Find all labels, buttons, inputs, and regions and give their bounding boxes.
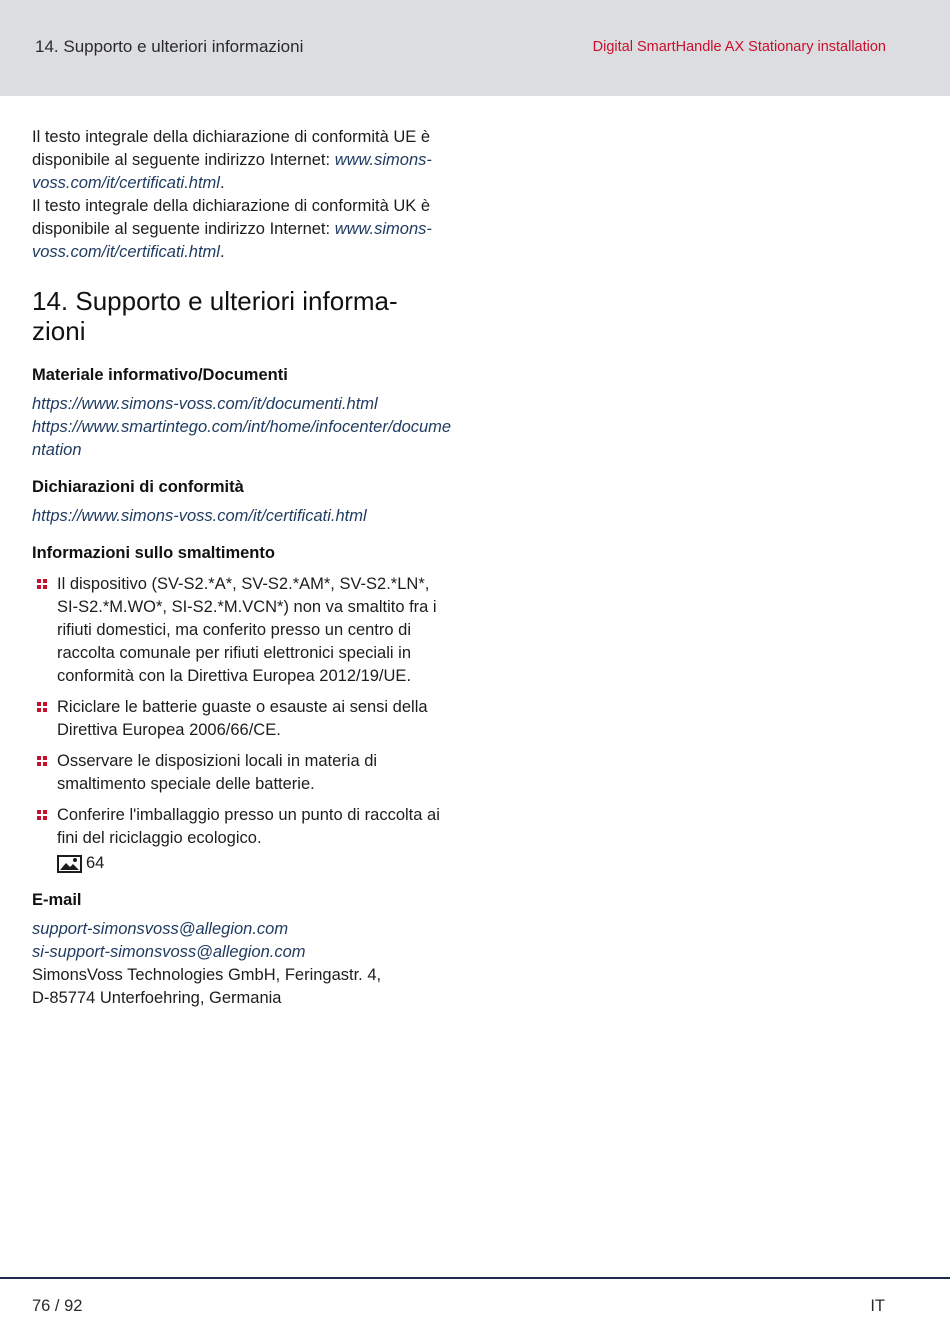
- uk-certificate-link[interactable]: www.simons-voss.com/it/certificati.html: [32, 220, 432, 261]
- footer-divider: [0, 1277, 950, 1279]
- support-email-link[interactable]: support-simonsvoss@allegion.com: [32, 920, 289, 938]
- ue-certificate-link[interactable]: www.simons-voss.com/it/certificati.html: [32, 151, 432, 192]
- header-section-title: 14. Supporto e ulteriori informazioni: [35, 37, 304, 56]
- chapter-title: 14. Supporto e ulteriori informa- zioni: [32, 286, 398, 346]
- bullet-icon: [37, 579, 47, 589]
- si-support-email-link[interactable]: si-support-simonsvoss@allegion.com: [32, 943, 306, 961]
- ue-declaration-text: Il testo integrale della dichiarazione di conformità UE è disponibile al seguente indirizzo Internet:: [32, 128, 431, 169]
- email-heading: E-mail: [32, 891, 82, 909]
- uk-declaration-paragraph: Il testo integrale della dichiarazione di conformità UK è disponibile al seguente indirizzo Internet: www.simons-voss.com/it/certificati.html.: [32, 197, 432, 261]
- infocenter-link[interactable]: https://www.smartintego.com/int/home/infocenter/documentation: [32, 418, 452, 459]
- page-number: 76 / 92: [32, 1297, 83, 1315]
- bullet-icon: [37, 702, 47, 712]
- disposal-list: [32, 573, 452, 875]
- list-item: Conferire l'imballaggio presso un punto di raccolta ai fini del riciclaggio ecologico. 64: [32, 804, 452, 875]
- list-item: Il dispositivo (SV-S2.*A*, SV-S2.*AM*, SV-S2.*LN*, SI-S2.*M.WO*, SI-S2.*M.VCN*) non va smaltito fra i rifiuti domestici, ma conferito presso un centro di raccolta comunale per rifiuti elettronici speciali in conformità con la Direttiva Europea 2012/19/UE.: [32, 573, 452, 688]
- materials-heading: Materiale informativo/Documenti: [32, 366, 288, 384]
- company-address: SimonsVoss Technologies GmbH, Feringastr. 4, D-85774 Unterfoehring, Germania: [32, 966, 382, 1007]
- email-section: [32, 889, 452, 1010]
- image-icon: [57, 855, 82, 873]
- list-item: Osservare le disposizioni locali in materia di smaltimento speciale delle batterie.: [32, 750, 452, 796]
- materials-section: [32, 364, 452, 462]
- page-header: [0, 0, 950, 96]
- declarations-section: [32, 476, 452, 528]
- bullet-icon: [37, 756, 47, 766]
- main-content: [32, 126, 452, 1024]
- figure-reference[interactable]: [57, 852, 452, 875]
- uk-declaration-text: Il testo integrale della dichiarazione di conformità UK è disponibile al seguente indirizzo Internet:: [32, 197, 431, 238]
- figure-number: 64: [86, 854, 105, 872]
- disposal-section: [32, 542, 452, 875]
- ue-declaration-paragraph: Il testo integrale della dichiarazione di conformità UE è disponibile al seguente indirizzo Internet: www.simons-voss.com/it/certificati.html.: [32, 128, 432, 192]
- declarations-heading: Dichiarazioni di conformità: [32, 478, 244, 496]
- language-code: IT: [870, 1297, 885, 1315]
- bullet-icon: [37, 810, 47, 820]
- disposal-heading: Informazioni sullo smaltimento: [32, 544, 275, 562]
- header-product-title: Digital SmartHandle AX Stationary installation: [592, 39, 886, 55]
- list-item: Riciclare le batterie guaste o esauste ai sensi della Direttiva Europea 2006/66/CE.: [32, 696, 452, 742]
- documents-link[interactable]: https://www.simons-voss.com/it/documenti.html: [32, 395, 378, 413]
- certificates-link[interactable]: https://www.simons-voss.com/it/certificati.html: [32, 507, 367, 525]
